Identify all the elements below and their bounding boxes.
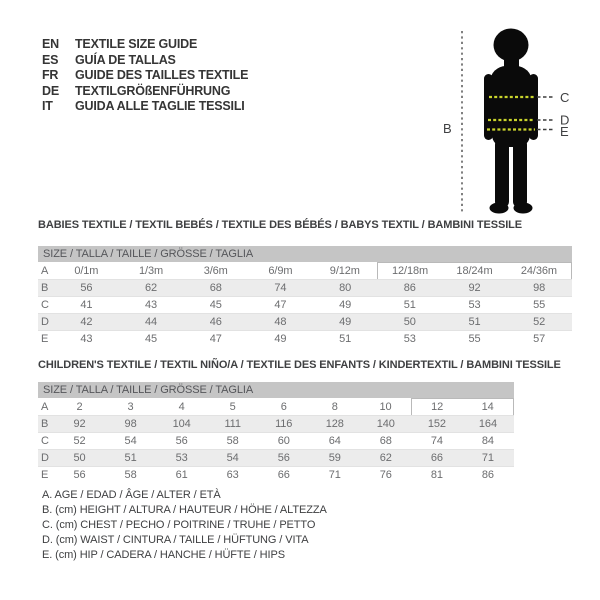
table-row <box>38 399 514 416</box>
table-cell: 71 <box>462 450 513 467</box>
row-label: D <box>38 450 54 467</box>
legend-item: C. (cm) CHEST / PECHO / POITRINE / TRUHE / PETTO <box>42 519 316 531</box>
table-cell: 60 <box>258 433 309 450</box>
table-cell: 46 <box>183 314 248 331</box>
language-title: TEXTILE SIZE GUIDE <box>75 37 198 51</box>
language-code: IT <box>42 99 53 113</box>
table-cell: 9/12m <box>313 263 378 280</box>
table-cell: 56 <box>156 433 207 450</box>
table-cell: 49 <box>313 297 378 314</box>
table-cell: 49 <box>313 314 378 331</box>
hip-label: E <box>560 124 569 139</box>
row-label: E <box>41 333 49 346</box>
table-cell: 51 <box>442 314 507 331</box>
table-cell: 80 <box>313 280 378 297</box>
chest-label: C <box>560 90 570 105</box>
table-cell: 50 <box>377 314 442 331</box>
table-cell: 92 <box>442 280 507 297</box>
row-label: A <box>38 399 54 416</box>
table-cell: 62 <box>360 450 411 467</box>
table-cell: 53 <box>156 450 207 467</box>
children-table-header: SIZE / TALLA / TAILLE / GRÖSSE / TAGLIA <box>38 382 514 398</box>
language-row <box>42 52 248 68</box>
table-row <box>38 416 514 433</box>
table-cell: 44 <box>119 314 184 331</box>
table-cell: 56 <box>73 469 86 482</box>
table-cell: 6/9m <box>248 263 313 280</box>
language-title: TEXTILGRÖßENFÜHRUNG <box>75 83 231 98</box>
language-row <box>42 36 248 52</box>
table-row <box>38 297 572 314</box>
language-title: GUIDA ALLE TAGLIE TESSILI <box>75 99 245 113</box>
size-figure <box>430 10 600 220</box>
table-cell: 0/1m <box>54 263 119 280</box>
right-leg <box>513 138 527 208</box>
table-cell: 2 <box>54 399 105 416</box>
language-code: DE <box>42 83 59 98</box>
table-cell: 66 <box>411 450 462 467</box>
row-label: C <box>38 433 54 450</box>
table-cell: 50 <box>54 450 105 467</box>
table-cell: 47 <box>248 297 313 314</box>
language-title-list <box>42 36 248 114</box>
table-cell: 52 <box>507 314 572 331</box>
table-cell: 152 <box>411 416 462 433</box>
table-cell: 98 <box>507 280 572 297</box>
babies-size-table <box>38 262 572 348</box>
table-cell: 98 <box>105 416 156 433</box>
table-row <box>38 263 572 280</box>
table-cell: 54 <box>207 450 258 467</box>
table-cell: 47 <box>209 333 222 346</box>
table-cell: 104 <box>156 416 207 433</box>
table-cell: 6 <box>258 399 309 416</box>
table-cell: 45 <box>145 333 158 346</box>
table-cell: 53 <box>442 297 507 314</box>
table-row <box>38 280 572 297</box>
legend-item: D. (cm) WAIST / CINTURA / TAILLE / HÜFTUNG / VITA <box>42 534 309 546</box>
measurement-legend <box>42 488 327 563</box>
table-cell: 5 <box>207 399 258 416</box>
left-foot <box>490 203 509 214</box>
table-row <box>38 433 514 450</box>
left-leg <box>495 138 509 208</box>
table-row <box>38 331 572 348</box>
children-size-table <box>38 398 514 484</box>
language-code: ES <box>42 52 59 67</box>
language-code: FR <box>42 68 59 82</box>
table-cell: 164 <box>462 416 513 433</box>
table-cell: 49 <box>274 333 287 346</box>
row-label: C <box>38 297 54 314</box>
table-cell: 4 <box>156 399 207 416</box>
table-cell: 86 <box>377 280 442 297</box>
table-cell: 42 <box>54 314 119 331</box>
babies-table-title: BABIES TEXTILE / TEXTIL BEBÉS / TEXTILE DES BÉBÉS / BABYS TEXTIL / BAMBINI TESSILE <box>38 219 523 231</box>
table-cell: 18/24m <box>442 263 507 280</box>
babies-table-header: SIZE / TALLA / TAILLE / GRÖSSE / TAGLIA <box>38 246 572 262</box>
table-cell: 62 <box>119 280 184 297</box>
table-cell: 14 <box>462 399 513 416</box>
table-cell: 12 <box>411 399 462 416</box>
table-cell: 81 <box>430 469 443 482</box>
table-cell: 53 <box>403 333 416 346</box>
row-label: D <box>38 314 54 331</box>
table-cell: 58 <box>124 469 137 482</box>
table-cell: 66 <box>277 469 290 482</box>
table-cell: 64 <box>309 433 360 450</box>
table-cell: 12/18m <box>377 263 442 280</box>
table-cell: 51 <box>339 333 352 346</box>
language-row <box>42 83 248 99</box>
children-table-title: CHILDREN'S TEXTILE / TEXTIL NIÑO/A / TEXTILE DES ENFANTS / KINDERTEXTIL / BAMBINI TESSILE <box>38 359 561 371</box>
table-row <box>38 450 514 467</box>
table-cell: 56 <box>258 450 309 467</box>
table-cell: 10 <box>360 399 411 416</box>
table-cell: 54 <box>105 433 156 450</box>
table-cell: 55 <box>468 333 481 346</box>
table-cell: 48 <box>248 314 313 331</box>
table-cell: 45 <box>183 297 248 314</box>
waist-label: D <box>560 112 570 128</box>
table-cell: 43 <box>119 297 184 314</box>
language-code: EN <box>42 37 59 51</box>
row-label: E <box>41 469 49 482</box>
row-label: A <box>38 263 54 280</box>
language-row <box>42 67 248 83</box>
table-cell: 74 <box>411 433 462 450</box>
legend-item: E. (cm) HIP / CADERA / HANCHE / HÜFTE / HIPS <box>42 549 285 561</box>
table-cell: 68 <box>360 433 411 450</box>
table-row <box>38 314 572 331</box>
table-cell: 1/3m <box>119 263 184 280</box>
table-cell: 63 <box>226 469 239 482</box>
table-cell: 111 <box>207 416 258 433</box>
row-label: B <box>38 416 54 433</box>
table-cell: 3/6m <box>183 263 248 280</box>
table-cell: 92 <box>54 416 105 433</box>
table-row <box>38 467 514 484</box>
table-cell: 52 <box>54 433 105 450</box>
table-cell: 56 <box>54 280 119 297</box>
table-cell: 68 <box>183 280 248 297</box>
right-foot <box>514 203 533 214</box>
table-cell: 51 <box>105 450 156 467</box>
table-cell: 140 <box>360 416 411 433</box>
table-cell: 116 <box>258 416 309 433</box>
table-cell: 71 <box>328 469 341 482</box>
table-cell: 58 <box>207 433 258 450</box>
table-cell: 61 <box>175 469 188 482</box>
table-cell: 76 <box>379 469 392 482</box>
table-cell: 51 <box>377 297 442 314</box>
table-cell: 128 <box>309 416 360 433</box>
table-cell: 24/36m <box>507 263 572 280</box>
table-cell: 57 <box>533 333 546 346</box>
legend-item: A. AGE / EDAD / ÂGE / ALTER / ETÀ <box>42 489 221 501</box>
table-cell: 55 <box>507 297 572 314</box>
table-cell: 8 <box>309 399 360 416</box>
language-title: GUÍA DE TALLAS <box>75 52 176 67</box>
table-cell: 3 <box>105 399 156 416</box>
language-title: GUIDE DES TAILLES TEXTILE <box>75 68 249 82</box>
table-cell: 74 <box>248 280 313 297</box>
row-label: B <box>38 280 54 297</box>
table-cell: 41 <box>54 297 119 314</box>
table-cell: 86 <box>481 469 494 482</box>
height-label: B <box>443 121 452 136</box>
table-cell: 59 <box>309 450 360 467</box>
table-cell: 43 <box>80 333 93 346</box>
legend-item: B. (cm) HEIGHT / ALTURA / HAUTEUR / HÖHE / ALTEZZA <box>42 504 327 516</box>
table-cell: 84 <box>462 433 513 450</box>
language-row <box>42 98 248 114</box>
